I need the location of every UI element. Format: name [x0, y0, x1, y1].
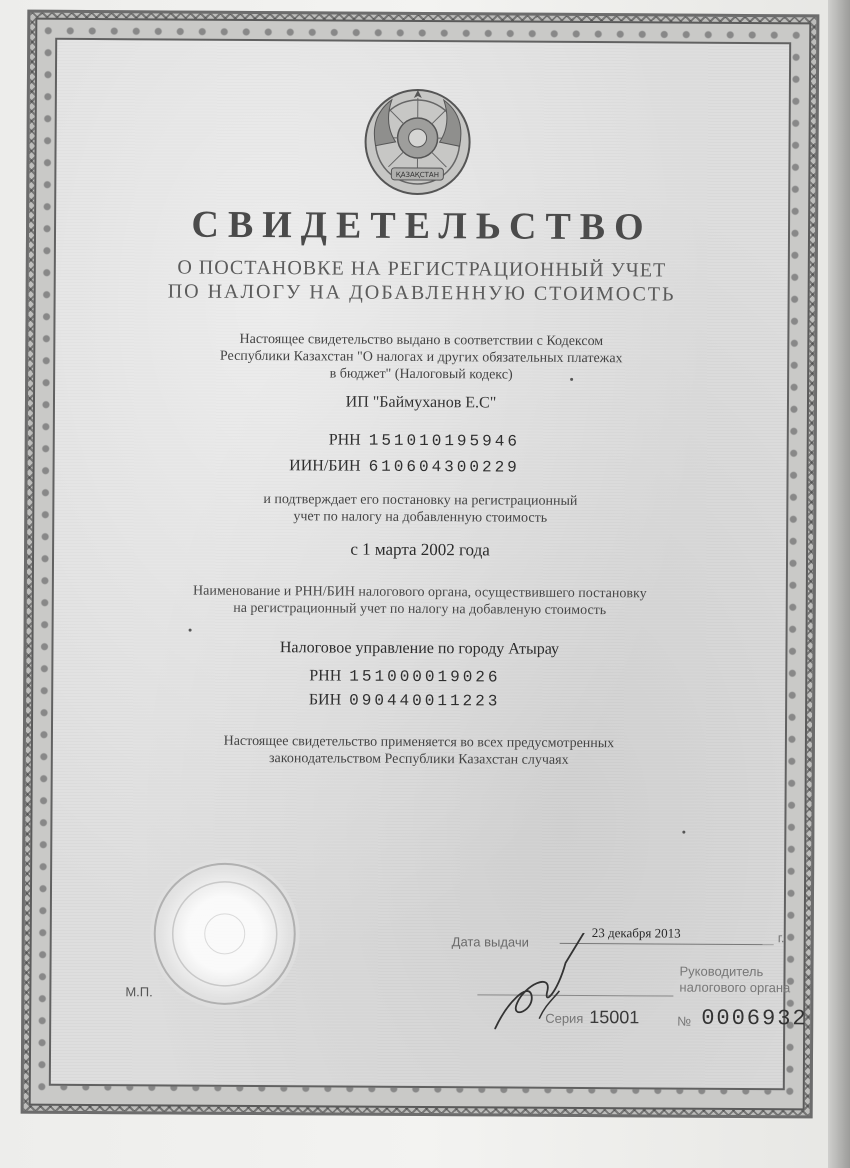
authority-rnn-row [271, 667, 500, 686]
intro-line-1: Настоящее свидетельство выдано в соответствии с Кодексом [239, 331, 604, 350]
authority-name: Налоговое управление по городу Атырау [279, 639, 560, 658]
series-label: Серия [545, 1010, 584, 1027]
applies-line-1: Настоящее свидетельство применяется во всех предусмотренных [223, 733, 615, 752]
authority-caption-line-2: на регистрационный учет по налогу на добавленую стоимость [233, 600, 607, 619]
issue-date-suffix: г. [777, 930, 785, 946]
authority-caption-line-1: Наименование и РНН/БИН налогового органа, осуществившего постановку [192, 583, 647, 602]
subtitle-line-1: О ПОСТАНОВКЕ НА РЕГИСТРАЦИОННЫЙ УЧЕТ [177, 256, 667, 282]
applies-line-2: законодательством Республики Казахстан случаях [268, 751, 569, 768]
number-label: № [677, 1013, 692, 1029]
head-label-line-2: налогового органа [679, 979, 791, 996]
rnn-value: 151010195946 [368, 431, 521, 451]
official-seal-stamp [149, 858, 300, 1009]
state-emblem-icon [361, 86, 474, 199]
head-label-line-1: Руководитель [679, 963, 764, 980]
authority-rnn-value: 151000019026 [349, 667, 501, 687]
intro-line-2: Республики Казахстан "О налогах и других обязательных платежах [219, 348, 623, 367]
seal-place-label: М.П. [125, 984, 153, 1000]
confirm-line-2: учет по налогу на добавленную стоимость [293, 509, 548, 526]
certificate-content [21, 10, 820, 1119]
intro-line-3: в бюджет" (Налоговый кодекс) [329, 366, 513, 383]
iin-bin-label: ИИН/БИН [289, 457, 361, 475]
entity-rnn-row [261, 431, 520, 451]
certificate-frame [21, 10, 820, 1119]
signature-block [441, 925, 812, 1044]
scan-speck [570, 378, 573, 381]
issue-date-label: Дата выдачи [451, 934, 529, 950]
subtitle-line-2: ПО НАЛОГУ НА ДОБАВЛЕННУЮ СТОИМОСТЬ [167, 280, 676, 306]
certificate-title: СВИДЕТЕЛЬСТВО [191, 203, 653, 249]
issue-date-value: 23 декабря 2013 [591, 925, 681, 941]
authority-rnn-label: РНН [309, 667, 342, 685]
authority-bin-value: 090440011223 [349, 691, 501, 711]
scan-edge [828, 0, 850, 1168]
entity-name: ИП "Баймуханов Е.С" [345, 393, 497, 412]
series-value: 15001 [589, 1007, 640, 1028]
certificate-number: 0006932 [701, 1005, 808, 1032]
iin-bin-value: 610604300229 [368, 457, 520, 477]
authority-bin-label: БИН [308, 691, 342, 709]
entity-iin-bin-row [261, 457, 520, 477]
authority-bin-row [271, 691, 500, 710]
scan-speck [682, 831, 685, 834]
emblem-text: ҚАЗАҚСТАН [395, 170, 440, 180]
rnn-label: РНН [328, 431, 361, 449]
confirm-line-1: и подтверждает его постановку на регистрационный [263, 492, 578, 509]
registration-date: с 1 марта 2002 года [350, 539, 490, 560]
scan-speck [189, 629, 192, 632]
